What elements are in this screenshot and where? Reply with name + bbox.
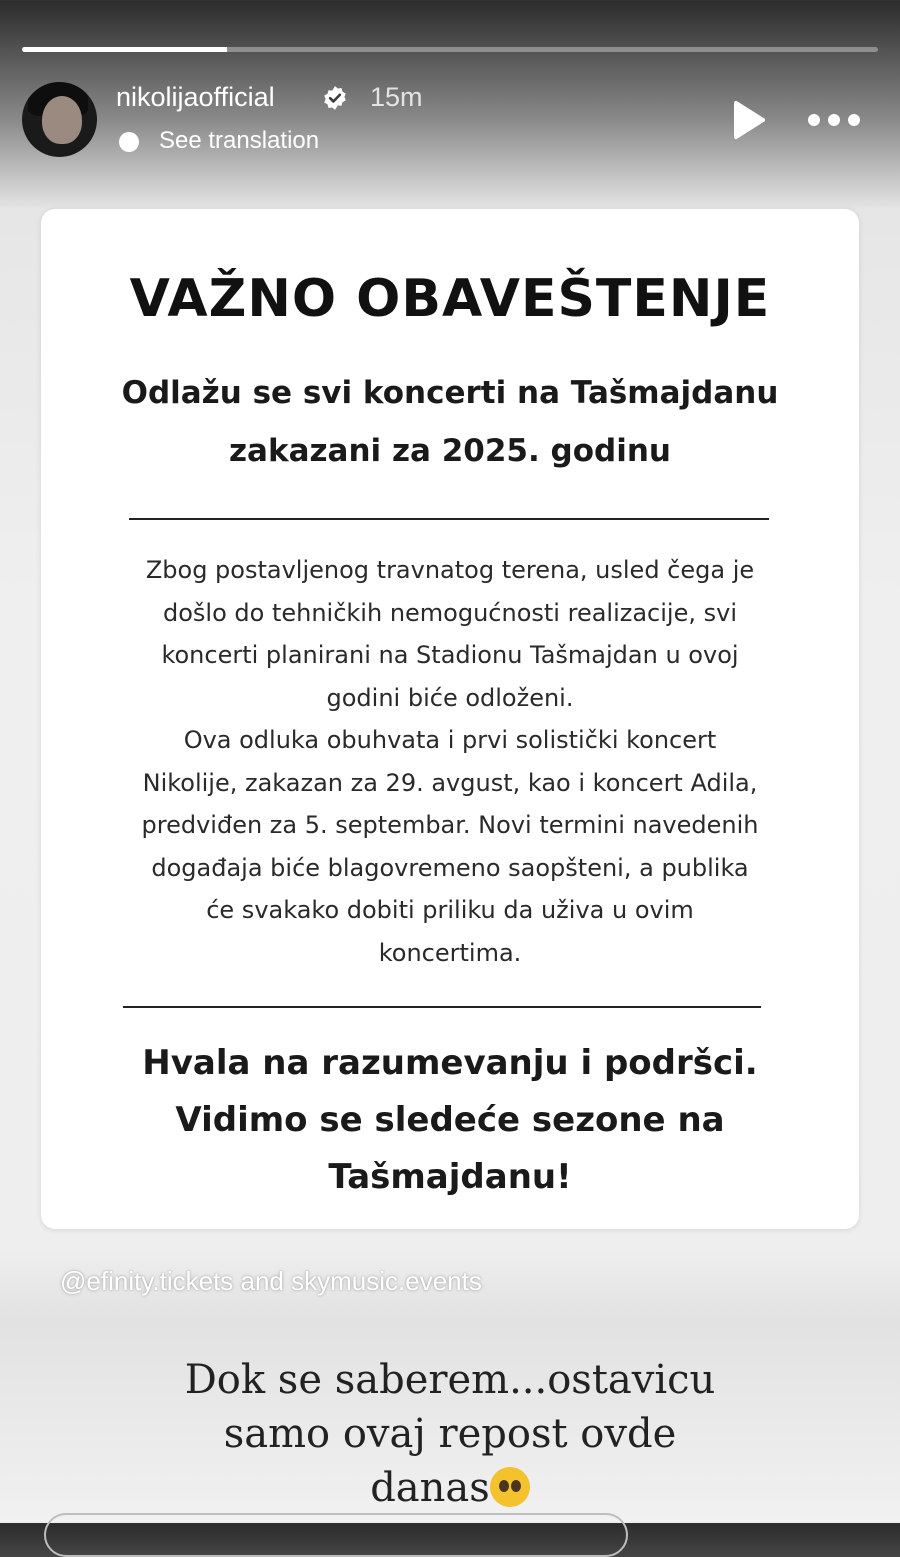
avatar[interactable] bbox=[22, 82, 97, 157]
caption-line-text: danas bbox=[370, 1465, 490, 1511]
story-caption bbox=[120, 1353, 780, 1515]
username[interactable]: nikolijaofficial bbox=[116, 82, 275, 112]
body-line: koncerti planirani na Stadionu Tašmajdan u ovoj bbox=[161, 641, 739, 669]
body-line: Zbog postavljenog travnatog terena, usled čega je bbox=[145, 556, 755, 584]
body-line: Ova odluka obuhvata i prvi solistički koncert bbox=[183, 726, 717, 754]
verified-badge-icon bbox=[322, 85, 348, 111]
divider bbox=[129, 518, 769, 520]
footer-line: Hvala na razumevanju i podršci. bbox=[142, 1043, 758, 1083]
story-header bbox=[22, 80, 878, 160]
post-timestamp: 15m bbox=[370, 82, 423, 112]
play-icon[interactable] bbox=[730, 100, 766, 140]
story-progress-fill bbox=[22, 47, 227, 52]
avatar-face-shape bbox=[42, 96, 82, 144]
reply-input[interactable] bbox=[44, 1513, 628, 1557]
divider bbox=[123, 1006, 761, 1008]
footer-line: Vidimo se sledeće sezone na bbox=[175, 1100, 725, 1140]
footer-line: Tašmajdanu! bbox=[328, 1157, 572, 1197]
announcement-subtitle bbox=[61, 364, 839, 480]
body-line: koncertima. bbox=[378, 938, 522, 967]
body-line: predviđen za 5. septembar. Novi termini navedenih bbox=[141, 811, 759, 839]
reposted-announcement-card[interactable] bbox=[41, 209, 859, 1229]
announcement-title: VAŽNO OBAVEŠTENJE bbox=[129, 269, 771, 329]
announcement-footer bbox=[61, 1035, 839, 1206]
pleading-face-emoji-icon bbox=[490, 1467, 530, 1507]
translate-bubble-icon bbox=[119, 132, 139, 152]
body-line: će svakako dobiti priliku da uživa u ovim bbox=[206, 896, 694, 924]
subtitle-line: zakazani za 2025. godinu bbox=[229, 433, 671, 469]
subtitle-line: Odlažu se svi koncerti na Tašmajdanu bbox=[121, 375, 779, 411]
more-horizontal-icon[interactable] bbox=[806, 110, 862, 130]
body-line: došlo do tehničkih nemogućnosti realizacije, svi bbox=[163, 598, 737, 627]
story-progress-bar bbox=[22, 47, 878, 52]
caption-line: Dok se saberem...ostavicu bbox=[184, 1357, 716, 1403]
body-line: godini biće odloženi. bbox=[326, 683, 574, 712]
body-line: Nikolije, zakazan za 29. avgust, kao i koncert Adila, bbox=[142, 768, 758, 797]
announcement-body bbox=[71, 549, 829, 974]
caption-line: samo ovaj repost ovde bbox=[223, 1411, 677, 1457]
see-translation-link[interactable]: See translation bbox=[159, 127, 320, 154]
mention-sticker[interactable]: @efinity.tickets and skymusic.events bbox=[60, 1266, 482, 1296]
caption-line bbox=[120, 1461, 780, 1515]
body-line: događaja biće blagovremeno saopšteni, a publika bbox=[151, 853, 749, 882]
